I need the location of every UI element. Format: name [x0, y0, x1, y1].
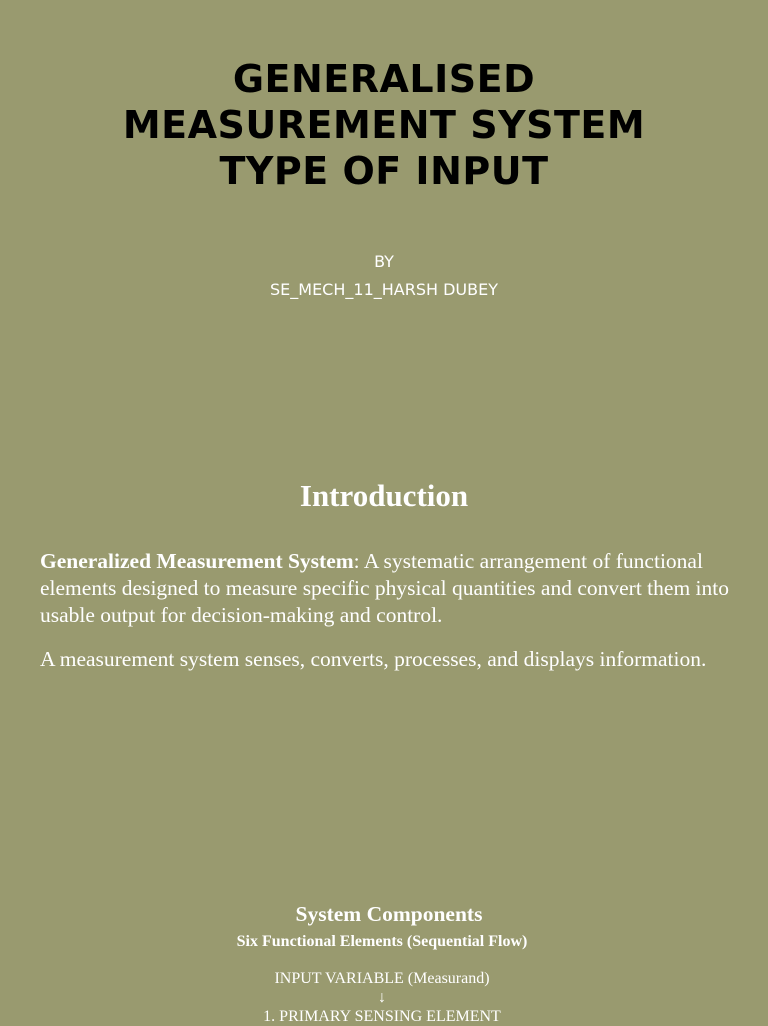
- introduction-heading: Introduction: [299, 478, 469, 513]
- definition-text: : A systematic arrangement of functional elements designed to measure specific physical quantities and convert them into usable output for decision-making and control.: [40, 549, 729, 627]
- components-slide: [0, 870, 768, 1024]
- flow-input-variable: INPUT VARIABLE (Measurand): [274, 970, 490, 987]
- element-flow: [0, 969, 764, 1026]
- flow-arrow-down-icon: ↓: [378, 989, 386, 1006]
- title-line-1: GENERALISED: [232, 57, 536, 101]
- title-slide: [0, 0, 768, 440]
- main-title: [0, 56, 768, 194]
- components-heading: System Components: [295, 902, 483, 926]
- introduction-body: [40, 548, 734, 690]
- title-line-2: MEASUREMENT SYSTEM: [122, 103, 646, 147]
- author-name: SE_MECH_11_HARSH DUBEY: [270, 280, 498, 299]
- components-subheading: Six Functional Elements (Sequential Flow): [236, 933, 528, 950]
- summary-paragraph: A measurement system senses, converts, processes, and displays information.: [40, 647, 707, 671]
- flow-primary-sensing-element: 1. PRIMARY SENSING ELEMENT: [263, 1008, 501, 1025]
- introduction-slide: [0, 440, 768, 870]
- definition-paragraph: [40, 548, 734, 629]
- byline: [0, 248, 768, 304]
- by-label: BY: [374, 252, 394, 271]
- title-line-3: TYPE OF INPUT: [219, 149, 549, 193]
- definition-term: Generalized Measurement System: [40, 549, 354, 573]
